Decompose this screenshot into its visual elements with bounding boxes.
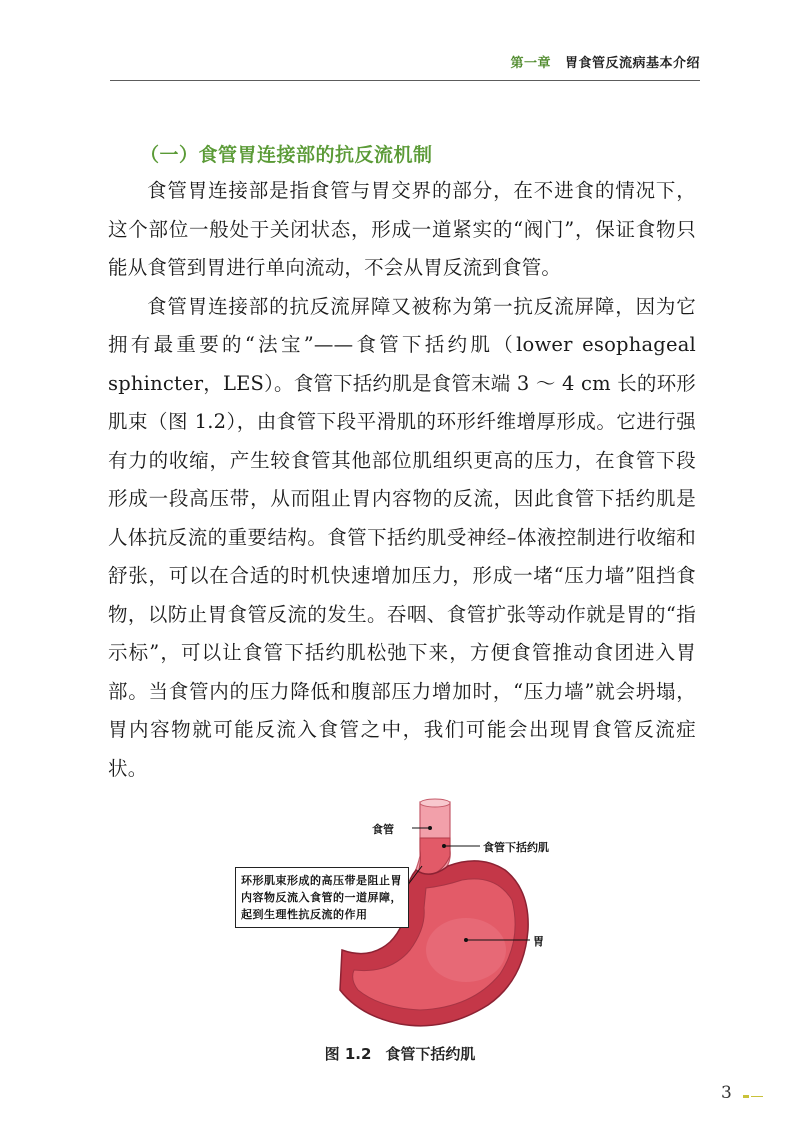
stomach-highlight [426,918,506,982]
caption-title: 食管下括约肌 [385,1045,476,1063]
section-title: （一）食管胃连接部的抗反流机制 [140,144,433,166]
running-head [510,52,700,71]
caption-number: 图 1.2 [324,1045,372,1063]
body-text [108,172,696,788]
esophagus-opening [420,799,450,807]
header-rule [110,80,700,81]
chapter-label: 第一章 [510,56,551,71]
label-stomach: 胃 [533,935,544,948]
label-les: 食管下括约肌 [483,841,549,854]
chapter-title: 胃食管反流病基本介绍 [564,56,700,71]
paragraph-2: 食管胃连接部的抗反流屏障又被称为第一抗反流屏障，因为它拥有最重要的“法宝”——食管下括约肌（lower esophageal sphincter，LES）。食管下括约肌是食管末端 3 ～ 4 cm 长的环形肌束（图 1.2），由食管下段平滑肌的环形纤维增厚形成。它进行强有力的收缩，产生较食管其他部位肌组织更高的压力，在食管下段形成一段高压带，从而阻止胃内容物的反流，因此食管下括约肌是人体抗反流的重要结构。食管下括约肌受神经–体液控制进行收缩和舒张，可以在合适的时机快速增加压力，形成一堵“压力墙”阻挡食物，以防止胃食管反流的发生。吞咽、食管扩张等动作就是胃的“指示标”，可以让食管下括约肌松弛下来，方便食管推动食团进入胃部。当食管内的压力降低和腹部压力增加时，“压力墙”就会坍塌，胃内容物就可能反流入食管之中，我们可能会出现胃食管反流症状。 [108,294,696,780]
callout-box: 环形肌束形成的高压带是阻止胃内容物反流入食管的一道屏障，起到生理性抗反流的作用 [235,867,409,928]
paragraph-1: 食管胃连接部是指食管与胃交界的部分，在不进食的情况下，这个部位一般处于关闭状态，形成一道紧实的“阀门”，保证食物只能从食管到胃进行单向流动，不会从胃反流到食管。 [108,179,696,279]
label-esophagus: 食管 [372,823,394,836]
page-number: 3 [721,1083,732,1103]
figure-caption [0,1043,800,1064]
page-marker-icon [743,1095,763,1098]
